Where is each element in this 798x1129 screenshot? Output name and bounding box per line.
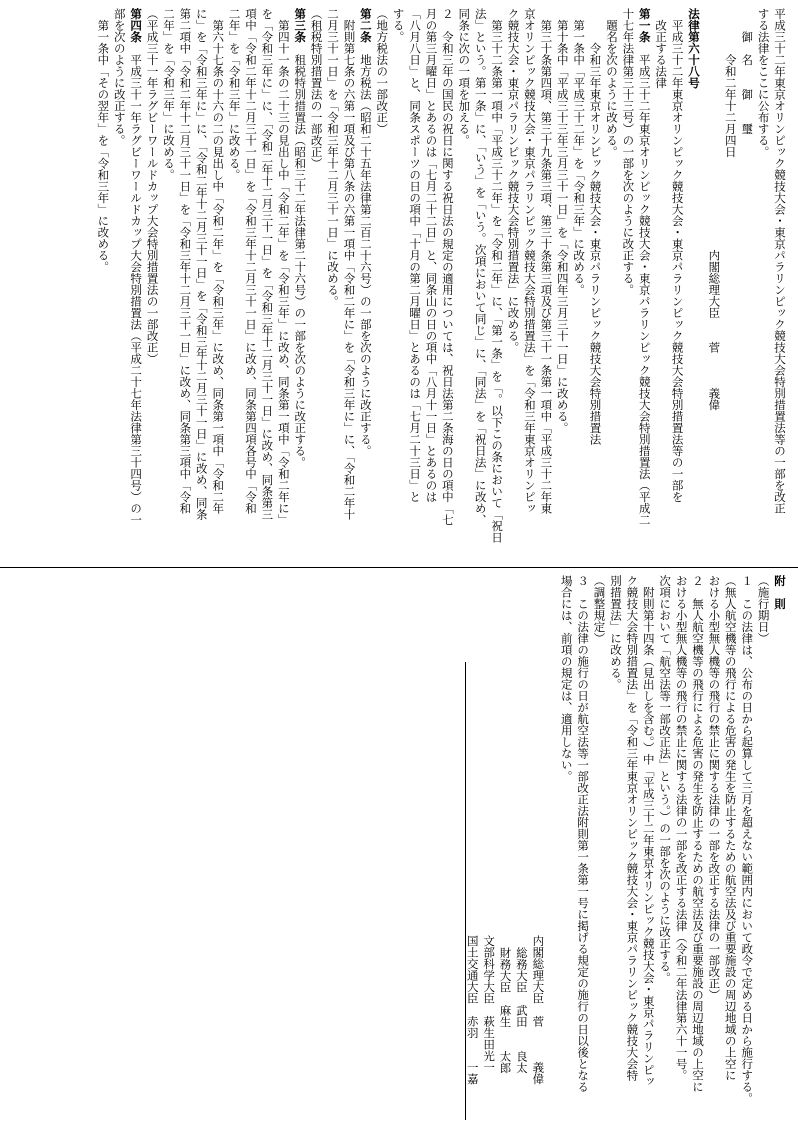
article-line: 月の第三月曜日」とあるのは「七月二十二日」と、同条山の日の項中「八月十一日」とあるのは xyxy=(424,8,439,503)
article-3 xyxy=(161,8,325,558)
article-line: する。 xyxy=(391,8,406,43)
article-line: 第十条中「平成三十三年三月三十一日」を「令和四年三月三十一日」に改める。 xyxy=(555,8,570,434)
law-title-line: 改正する法律 xyxy=(654,8,669,89)
law-title-line: 平成三十二年東京オリンピック競技大会・東京パラリンピック競技大会特別措置法等の一部を xyxy=(670,8,685,503)
article-line: 第三十二条第一項中「平成三十二年」を「令和二年」に、「第一条」を「。以下この条において「祝日 xyxy=(490,8,505,543)
provision-heading: （施行期日） xyxy=(756,575,771,644)
promulgation-line: する法律をここに公布する。 xyxy=(756,8,771,158)
law-text-upper xyxy=(6,8,788,558)
section-divider xyxy=(0,567,798,568)
provision-line: 附則第十四条（見出しを含む。）中「平成三十二年東京オリンピック競技大会・東京パラリンピッ xyxy=(641,575,656,1087)
article-line: 京オリンピック競技大会・東京パラリンピック競技大会特別措置法」を「令和三年東京オリンピッ xyxy=(522,8,537,514)
article-line: 題名を次のように改める。 xyxy=(604,8,619,158)
article-4 xyxy=(95,8,161,558)
article-label: 第二条 xyxy=(358,8,373,43)
provision-line: ３ この法律の施行の日が航空法等一部改正法附則第一条第一号に掲げる規定の施行の日以後となる xyxy=(576,575,591,1093)
article-line: ２ 令和三年の国民の祝日に関する祝日法の規定の適用については、祝日法第二条海の日の項中「七 xyxy=(440,8,455,526)
article-line: 平成三十一年ラグビーワールドカップ大会特別措置法（平成二十七年法律第三十四号）の一 xyxy=(129,42,144,526)
supplementary-provisions xyxy=(6,575,788,1123)
prime-minister-signature: 内閣総理大臣 菅 義偉 xyxy=(707,8,722,411)
article-line: 項中「令和二年十二月三十一日」を「令和三年十二月三十一日」に改め、同条第四項各号中「令和 xyxy=(244,8,258,514)
signatory-title: 文部科学大臣 xyxy=(482,935,497,1004)
supplementary-title: 附 則 xyxy=(773,575,787,610)
article-line: に」を「令和三年に」に、「令和二年十二月三十一日」を「令和三年十二月三十一日」に改め、同条 xyxy=(194,8,209,520)
article-line: 令和三年東京オリンピック競技大会・東京パラリンピック競技大会特別措置法 xyxy=(588,8,603,445)
article-line: を「令和三年に」に、「令和二年十二月三十一日」を「令和三年十二月三十一日」に改め、同条第三 xyxy=(260,8,275,520)
article-line: 第三十条第四項、第三十九条第三項、第三十条第三項及び第三十一条第一項中「平成三十二年東 xyxy=(539,8,554,514)
provision-line: （無人航空機等の飛行による危害の発生を防止するための航空法及び重要施設の周辺地域の上空に xyxy=(723,575,738,1081)
signatory-title: 総務大臣 xyxy=(514,947,529,993)
signatory-name: 赤羽 一嘉 xyxy=(465,1015,480,1085)
article-line: 附則第七条の六第一項及び第八条の六第一項中「令和二年に」を「令和三年に」に、「令和二年十 xyxy=(342,8,357,520)
article-line: 部を次のように改正する。 xyxy=(112,8,127,146)
promulgation xyxy=(706,8,788,558)
article-line: 第一条中「平成三十二年」を「令和三年」に改める。 xyxy=(572,8,587,296)
signatory-name: 菅 義偉 xyxy=(531,1015,546,1085)
article-line: 二年」を「令和三年」に改める。 xyxy=(227,8,242,181)
provision-line: 別措置法」に改める。 xyxy=(608,575,623,690)
signatory xyxy=(464,935,480,1123)
article-line: 二月三十一日」を「令和三年十二月三十一日」に改める。 xyxy=(326,8,341,307)
article-line: 第六十七条の十六の二の見出し中「令和二年」を「令和三年」に改め、同条第一項中「令和二年 xyxy=(211,8,226,514)
provision-line: １ この法律は、公布の日から起算して三月を超えない範囲内において政令で定める日から施行する。 xyxy=(740,575,755,1104)
signatory-title: 内閣総理大臣 xyxy=(531,935,546,1004)
signatory xyxy=(481,935,497,1123)
article-line: 第一条中「その翌年」を「令和三年」に改める。 xyxy=(96,8,111,273)
signatory xyxy=(530,935,546,1123)
signatory-name: 麻生 太郎 xyxy=(498,1004,513,1074)
article-line: 地方税法（昭和二十五年法律第二百二十六号）の一部を次のように改正する。 xyxy=(358,42,373,457)
signatory xyxy=(514,935,530,1123)
signatory xyxy=(497,935,513,1123)
article-label: 第四条 xyxy=(129,8,144,43)
provision-line: おける小型無人機等の飛行の禁止に関する法律の一部を改正する法律（令和二年法律第六十一号。 xyxy=(674,575,689,1081)
provision-line: 場合には、前項の規定は、適用しない。 xyxy=(559,575,574,782)
supplementary-item-2 xyxy=(558,575,607,1123)
article-line: 十七年法律第三十三号）の一部を次のように改正する。 xyxy=(621,8,636,296)
article-label: 第三条 xyxy=(293,8,308,43)
imperial-seal-line: 御 名 御 璽 xyxy=(740,8,755,135)
article-2 xyxy=(325,8,391,558)
article-heading: （租税特別措置法の一部改正） xyxy=(309,8,324,169)
article-1 xyxy=(390,8,653,558)
provision-line: 次項において「航空法等一部改正法」という。）の一部を次のように改正する。 xyxy=(658,575,673,984)
promulgation-date: 令和二年十二月四日 xyxy=(723,8,738,158)
provision-heading: （調整規定） xyxy=(592,575,607,644)
article-heading: （平成三十一年ラグビーワールドカップ大会特別措置法の一部改正） xyxy=(145,8,160,365)
promulgation-line: 平成三十二年東京オリンピック競技大会・東京パラリンピック競技大会特別措置法等の一部を改正 xyxy=(773,8,787,514)
article-line: 平成三十二年東京オリンピック競技大会・東京パラリンピック競技大会特別措置法（平成二 xyxy=(637,42,652,526)
article-line: 「八月八日」と、同条スポーツの日の項中「十月の第二月曜日」とあるのは「七月二十三日」と xyxy=(408,8,423,503)
article-line: 二年」を「令和三年」に改める。 xyxy=(161,8,176,181)
signatories xyxy=(464,935,546,1123)
signatory-name: 萩生田光一 xyxy=(482,1015,497,1073)
signatory-name: 武田 良太 xyxy=(514,1004,529,1074)
article-heading: （地方税法の一部改正） xyxy=(375,8,390,135)
article-line: 租税特別措置法（昭和三十二年法律第二十六号）の一部を次のように改正する。 xyxy=(293,42,308,468)
law-number: 法律第六十八号 xyxy=(686,8,701,89)
signatory-title: 国土交通大臣 xyxy=(465,935,480,1004)
provision-line: おける小型無人機等の飛行の禁止に関する法律の一部を改正する法律の一部改正） xyxy=(707,575,722,1001)
article-line: 第四十一条の二十三の見出し中「令和二年」を「令和三年」に改め、同条第一項中「令和二年に」 xyxy=(276,8,291,526)
supplementary-item-1 xyxy=(608,575,772,1123)
article-line: ク競技大会・東京パラリンピック競技大会特別措置法」に改める。 xyxy=(506,8,521,353)
article-line: 法」という。第一条」に、「いう」を「いう。次項において同じ」に、「同法」を「祝日法」に改め、 xyxy=(473,8,488,526)
article-line: 同条に次の一項を加える。 xyxy=(457,8,472,146)
article-label: 第一条 xyxy=(637,8,652,43)
provision-line: ２ 無人航空機等の飛行による危害の発生を防止するための航空法及び重要施設の周辺地域の上空に xyxy=(690,575,705,1093)
signature-rule xyxy=(465,662,466,1120)
signatory-title: 財務大臣 xyxy=(498,947,513,993)
provision-line: ク競技大会特別措置法」を「令和三年東京オリンピック競技大会・東京パラリンピック競技大会特 xyxy=(625,575,640,1081)
article-line: 第二項中「令和二年十二月三十一日」を「令和三年十二月三十一日」に改め、同条第三項中「令和 xyxy=(178,8,193,514)
